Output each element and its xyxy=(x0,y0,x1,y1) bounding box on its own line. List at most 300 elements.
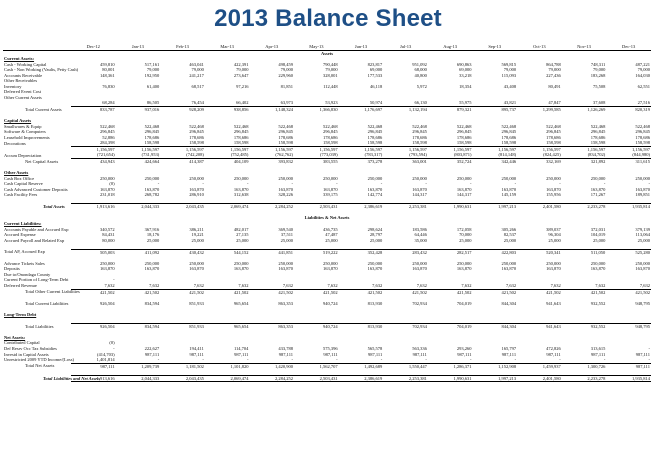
table-cell: 222,627 xyxy=(144,345,160,351)
table-cell: 522,468 xyxy=(635,123,650,129)
table-cell: 1,148,324 xyxy=(249,107,294,113)
table-cell: 1,156,597 xyxy=(205,146,250,152)
table-cell: 2,253,381 xyxy=(383,204,428,210)
table-cell: 1,156,597 xyxy=(249,146,294,152)
table-cell: 987,111 xyxy=(234,351,249,357)
table-cell: 296,845 xyxy=(99,129,115,135)
table-cell: 987,111 xyxy=(635,351,650,357)
table-cell: 522,468 xyxy=(501,123,517,129)
table-cell: 163,870 xyxy=(635,266,650,272)
table-cell: 948,795 xyxy=(635,300,650,306)
table-cell: 163,870 xyxy=(278,266,294,272)
table-cell: 522,468 xyxy=(412,123,427,129)
table-cell: 79,000 xyxy=(191,67,204,73)
table-cell: 421,502 xyxy=(116,289,161,295)
table-cell: 472,826 xyxy=(546,345,561,351)
table-cell: 704,019 xyxy=(428,323,473,329)
row-label: Deferred Event Cost xyxy=(4,89,41,95)
table-cell: 25,000 xyxy=(592,237,606,243)
table-cell: 18,176 xyxy=(146,232,160,238)
table-cell: 81,851 xyxy=(280,83,294,89)
table-cell: 436,735 xyxy=(323,226,338,232)
table-cell: 1,997,213 xyxy=(472,204,517,210)
table-cell: (0) xyxy=(109,181,115,187)
table-cell: 37,511 xyxy=(280,232,294,238)
table-cell: 296,845 xyxy=(456,129,472,135)
table-cell: 177,533 xyxy=(367,72,383,78)
table-cell: 332,169 xyxy=(517,158,562,164)
table-cell: 522,468 xyxy=(144,123,160,129)
table-cell: 2,503,431 xyxy=(294,204,339,210)
table-cell: 68,000 xyxy=(414,67,427,73)
table-cell: 987,111 xyxy=(367,351,383,357)
table-cell: 284,398 xyxy=(99,140,115,146)
table-cell: 441,851 xyxy=(249,249,294,255)
row-label: Total Assets xyxy=(43,204,65,210)
table-cell: 158,598 xyxy=(278,140,294,146)
table-cell: - xyxy=(648,357,650,363)
table-cell: 283,432 xyxy=(383,249,428,255)
table-cell: 172,058 xyxy=(456,226,472,232)
table-cell: 183,586 xyxy=(412,226,427,232)
table-cell: 311,615 xyxy=(606,158,651,164)
row-label: Leasehold Improvements xyxy=(4,134,50,140)
table-cell: 250,000 xyxy=(278,260,294,266)
table-cell: 296,845 xyxy=(278,129,294,135)
table-cell: 163,870 xyxy=(323,186,338,192)
table-cell: 522,468 xyxy=(189,123,204,129)
table-cell: 702,934 xyxy=(383,323,428,329)
table-cell: - xyxy=(425,181,427,187)
table-cell: 229,960 xyxy=(278,72,294,78)
table-cell: 155,956 xyxy=(546,192,561,198)
table-cell: 178,686 xyxy=(189,134,204,140)
table-cell: 163,870 xyxy=(144,266,160,272)
table-cell: (773,039) xyxy=(320,152,338,158)
column-header: Jul-13 xyxy=(383,44,428,50)
table-cell: 46,118 xyxy=(370,83,383,89)
row-label: Other Current Assets xyxy=(4,94,42,100)
table-cell: (814,148) xyxy=(498,152,517,158)
table-cell: 690,863 xyxy=(456,61,472,67)
table-cell: 1,181,502 xyxy=(160,363,205,369)
table-cell: 305,266 xyxy=(501,226,517,232)
table-cell: 511,050 xyxy=(562,249,607,255)
table-cell: 68,284 xyxy=(102,100,115,106)
table-cell: 96,304 xyxy=(548,232,561,238)
table-cell: (752,485) xyxy=(230,152,249,158)
table-cell: - xyxy=(336,357,338,363)
table-cell: 250,000 xyxy=(635,175,650,181)
table-cell: - xyxy=(559,357,561,363)
table-cell: 1,156,597 xyxy=(472,146,517,152)
table-cell: 2,503,431 xyxy=(294,375,339,382)
table-cell: 250,000 xyxy=(590,260,606,266)
column-header: Nov-13 xyxy=(562,44,607,50)
table-cell: (803,871) xyxy=(453,152,472,158)
table-cell: 19,221 xyxy=(191,232,204,238)
row-label: Total Other Current Liabilities xyxy=(25,289,80,295)
table-cell: 296,845 xyxy=(144,129,160,135)
table-cell: 25,000 xyxy=(503,237,517,243)
table-cell: 386,211 xyxy=(189,226,204,232)
table-cell: 163,870 xyxy=(99,186,115,192)
table-cell: 189,851 xyxy=(635,192,650,198)
table-cell: 7,632 xyxy=(327,282,338,288)
table-cell: 1,366,830 xyxy=(294,107,339,113)
row-label: Smallwares & Equip xyxy=(4,123,42,129)
page-title: 2013 Balance Sheet xyxy=(214,5,442,32)
table-cell: 421,502 xyxy=(562,289,607,295)
row-label: Cash Box Office xyxy=(4,175,35,181)
table-cell: 434,943 xyxy=(71,158,116,164)
table-cell: 1,156,597 xyxy=(383,146,428,152)
table-cell: 250,000 xyxy=(456,260,472,266)
table-cell: (844,980) xyxy=(632,152,650,158)
table-cell: 421,502 xyxy=(472,289,517,295)
table-cell: 563,336 xyxy=(412,345,427,351)
table-cell: 144,317 xyxy=(412,192,427,198)
table-cell: 178,686 xyxy=(501,134,517,140)
table-cell: 421,502 xyxy=(606,289,651,295)
column-header: Jan-13 xyxy=(116,44,161,50)
table-cell: 142,774 xyxy=(367,192,383,198)
table-cell: (793,594) xyxy=(409,152,427,158)
table-cell: 25,000 xyxy=(146,237,160,243)
table-cell: 178,686 xyxy=(323,134,338,140)
table-cell: 75,508 xyxy=(592,83,606,89)
table-cell: 18,354 xyxy=(459,83,472,89)
table-cell: 940,724 xyxy=(294,323,339,329)
table-cell: 53,923 xyxy=(325,100,338,106)
table-cell: 178,686 xyxy=(367,134,383,140)
table-cell: - xyxy=(113,277,115,283)
table-cell: 1,126,269 xyxy=(562,107,607,113)
table-cell: 2,401,580 xyxy=(517,204,562,210)
table-cell: 813,930 xyxy=(339,323,384,329)
table-cell: 702,934 xyxy=(412,300,427,306)
table-cell: 40,800 xyxy=(414,72,427,78)
table-cell: 163,870 xyxy=(501,186,517,192)
column-header: Mar-13 xyxy=(205,44,250,50)
table-cell: 1,156,597 xyxy=(562,146,607,152)
table-cell: 163,870 xyxy=(99,266,115,272)
table-cell: 1,935,814 xyxy=(606,204,651,210)
table-row xyxy=(3,375,651,382)
table-cell: 64,446 xyxy=(414,232,427,238)
table-cell: 2,284,252 xyxy=(249,375,294,382)
row-label: Other Assets xyxy=(4,170,29,176)
table-cell: 932,552 xyxy=(562,323,607,329)
table-cell: 704,019 xyxy=(456,300,472,306)
table-cell: 522,468 xyxy=(323,123,338,129)
table-cell: 7,632 xyxy=(550,282,561,288)
table-cell: 313,615 xyxy=(590,345,606,351)
table-row xyxy=(3,140,651,146)
table-cell: 1,156,597 xyxy=(428,146,473,152)
table-cell: 227,436 xyxy=(546,72,561,78)
table-cell: 328,001 xyxy=(323,72,338,78)
column-header: Dec-12 xyxy=(71,44,116,50)
table-cell: 178,686 xyxy=(412,134,427,140)
table-cell: 158,598 xyxy=(412,140,427,146)
table-cell: 80,001 xyxy=(102,67,115,73)
table-cell: 1,492,689 xyxy=(339,363,384,369)
table-cell: 268,782 xyxy=(144,192,160,198)
table-cell: 47,487 xyxy=(325,232,338,238)
table-cell: 163,870 xyxy=(635,186,650,192)
table-cell: - xyxy=(246,357,249,363)
table-cell: 372,031 xyxy=(590,226,606,232)
row-label: Cash Capital Reserve xyxy=(4,181,43,187)
table-cell: - xyxy=(202,181,204,187)
table-cell: 79,000 xyxy=(637,67,650,73)
table-cell: 987,111 xyxy=(501,351,517,357)
table-cell: 948,795 xyxy=(606,323,651,329)
table-cell: 937,016 xyxy=(116,107,161,113)
table-cell: 79,000 xyxy=(236,67,249,73)
table-cell: - xyxy=(425,357,427,363)
table-cell: 7,632 xyxy=(505,282,517,288)
table-cell: 2,069,474 xyxy=(205,204,250,210)
table-cell: 519,222 xyxy=(294,249,339,255)
table-cell: 383,555 xyxy=(294,158,339,164)
table-cell: 25,000 xyxy=(369,237,383,243)
table-cell: 1,176,697 xyxy=(339,107,384,113)
table-cell: 369,540 xyxy=(278,226,294,232)
table-cell: 421,502 xyxy=(71,289,116,295)
table-cell: 163,870 xyxy=(189,266,204,272)
table-cell: 421,502 xyxy=(428,289,473,295)
table-cell: 66,402 xyxy=(236,100,249,106)
table-cell: 76,830 xyxy=(102,83,115,89)
table-cell: 163,870 xyxy=(144,186,160,192)
table-cell: 987,111 xyxy=(457,351,472,357)
table-cell: 1,156,597 xyxy=(160,146,205,152)
table-cell: 373,278 xyxy=(339,158,384,164)
table-cell: 951,092 xyxy=(412,61,427,67)
table-cell: 522,468 xyxy=(590,123,606,129)
table-cell: 987,111 xyxy=(71,363,116,369)
row-label: Def Resrv Occ Tax Subsidies xyxy=(4,345,57,351)
row-label: Cash Facility Fees xyxy=(4,192,38,198)
table-cell: 25,000 xyxy=(280,237,294,243)
table-cell: 522,468 xyxy=(99,123,115,129)
table-cell: 482,017 xyxy=(233,226,249,232)
table-row xyxy=(3,301,651,307)
table-cell: 2,233,278 xyxy=(562,375,607,382)
table-cell: 833,787 xyxy=(71,107,116,113)
table-cell: 163,870 xyxy=(456,186,472,192)
table-cell: 231,018 xyxy=(99,192,115,198)
table-cell: 7,632 xyxy=(193,282,204,288)
table-cell: 178,686 xyxy=(635,134,650,140)
table-cell: 820,319 xyxy=(606,107,651,113)
table-cell: 250,000 xyxy=(233,260,249,266)
table-cell: - xyxy=(603,357,606,363)
table-cell: 178,686 xyxy=(590,134,606,140)
table-cell: (762,762) xyxy=(275,152,294,158)
table-cell: 525,280 xyxy=(606,249,651,255)
table-cell: 76,454 xyxy=(191,100,204,106)
table-cell: 27,516 xyxy=(637,100,650,106)
table-cell: 286,910 xyxy=(189,192,204,198)
table-cell: 421,502 xyxy=(294,289,339,295)
table-cell: (414,703) xyxy=(96,351,115,357)
row-label: Assets xyxy=(321,50,333,56)
table-cell: - xyxy=(113,345,115,351)
table-cell: 250,000 xyxy=(590,175,606,181)
table-cell: 987,111 xyxy=(278,351,294,357)
table-row xyxy=(3,204,651,210)
table-cell: 250,000 xyxy=(189,175,204,181)
column-header: Jun-13 xyxy=(339,44,384,50)
table-cell: 113,064 xyxy=(635,232,650,238)
table-cell: 1,990,631 xyxy=(428,204,473,210)
table-cell: 544,152 xyxy=(205,249,250,255)
table-cell: - xyxy=(514,181,517,187)
table-cell: 163,870 xyxy=(367,186,383,192)
table-cell: 163,870 xyxy=(278,186,294,192)
table-cell: 298,624 xyxy=(367,226,383,232)
table-cell: 250,000 xyxy=(99,260,115,266)
row-label: Total Net Assets xyxy=(25,363,55,369)
table-cell: 50,974 xyxy=(369,100,383,106)
table-cell: 163,870 xyxy=(501,266,517,272)
table-cell: 328,226 xyxy=(278,192,294,198)
table-cell: 178,686 xyxy=(278,134,294,140)
table-cell: 411,092 xyxy=(116,249,161,255)
row-label: Cash - Non Working (Vaults, Petty Cash) xyxy=(4,67,79,73)
table-cell: 68,517 xyxy=(191,83,204,89)
table-cell: 505,003 xyxy=(71,249,116,255)
table-row xyxy=(3,192,651,198)
table-cell: 790,448 xyxy=(323,61,338,67)
table-cell: 163,870 xyxy=(189,186,204,192)
table-cell: 43,408 xyxy=(503,83,517,89)
table-cell: 2,386,619 xyxy=(339,375,384,382)
table-cell: 165,797 xyxy=(501,345,517,351)
table-cell: 80,000 xyxy=(102,237,115,243)
table-cell: 498,459 xyxy=(278,61,294,67)
table-cell: 340,572 xyxy=(99,226,115,232)
table-cell: 1,156,597 xyxy=(71,146,116,152)
column-header: Feb-13 xyxy=(160,44,205,50)
table-cell: 250,000 xyxy=(367,260,383,266)
table-cell: 342,446 xyxy=(472,158,517,164)
table-cell: 363,001 xyxy=(383,158,428,164)
table-cell: 79,000 xyxy=(503,67,517,73)
table-cell: 522,468 xyxy=(456,123,472,129)
row-label: Total AP, Accrued Exp xyxy=(4,249,45,255)
table-cell: 296,845 xyxy=(189,129,204,135)
table-cell: 1,401,814 xyxy=(96,357,115,363)
table-row xyxy=(3,289,651,295)
table-cell: 37,608 xyxy=(592,100,606,106)
table-cell: 522,468 xyxy=(233,123,249,129)
table-cell: 1,286,371 xyxy=(428,363,473,369)
table-cell: 2,043,435 xyxy=(160,375,205,382)
column-header: May-13 xyxy=(294,44,339,50)
table-cell: 965,654 xyxy=(205,323,250,329)
table-cell: 352,724 xyxy=(428,158,473,164)
row-label: Total Liabilities and Net Assets xyxy=(43,375,101,381)
table-cell: 178,686 xyxy=(546,134,561,140)
table-cell: 296,845 xyxy=(323,129,338,135)
table-cell: - xyxy=(246,181,249,187)
table-cell: 2,401,580 xyxy=(517,375,562,382)
table-cell: 178,686 xyxy=(233,134,249,140)
row-label: Net Assets: xyxy=(4,334,26,340)
table-cell: 28,797 xyxy=(369,232,383,238)
table-cell: 163,870 xyxy=(323,266,338,272)
table-cell: 421,502 xyxy=(517,289,562,295)
table-cell: - xyxy=(648,345,650,351)
table-cell: (824,425) xyxy=(543,152,561,158)
row-label: Decorations xyxy=(4,140,26,146)
table-cell: 965,654 xyxy=(233,300,249,306)
table-cell: (742,208) xyxy=(186,152,204,158)
table-cell: 7,632 xyxy=(461,282,472,288)
table-cell: 321,892 xyxy=(562,158,607,164)
table-cell: 79,000 xyxy=(280,67,294,73)
table-cell: 463,041 xyxy=(189,61,204,67)
table-cell: 987,111 xyxy=(412,351,427,357)
table-cell: 178,686 xyxy=(144,134,160,140)
table-cell: 1,101,820 xyxy=(205,363,250,369)
table-cell: 250,000 xyxy=(278,175,294,181)
table-cell: 79,000 xyxy=(325,67,338,73)
table-cell: 421,502 xyxy=(205,289,250,295)
row-label: Current Portion of Long-Term Debt xyxy=(4,277,69,283)
table-cell: 296,845 xyxy=(367,129,383,135)
row-label: Cash - Working Capital xyxy=(4,61,47,67)
table-cell: 834,594 xyxy=(116,323,161,329)
table-cell: 389,037 xyxy=(546,226,561,232)
table-cell: 879,321 xyxy=(428,107,473,113)
table-cell: 2,386,619 xyxy=(339,204,384,210)
table-cell: 863,353 xyxy=(249,323,294,329)
table-cell: 7,632 xyxy=(372,282,383,288)
table-cell: 61,400 xyxy=(146,83,160,89)
table-cell: 404,109 xyxy=(205,158,250,164)
row-label: Advance Tickets Sales xyxy=(4,260,45,266)
table-cell: 79,000 xyxy=(548,67,561,73)
table-cell: 43,821 xyxy=(503,100,517,106)
table-cell: 1,550,447 xyxy=(383,363,428,369)
row-label: Total Current Assets xyxy=(25,106,62,112)
table-cell: (721,654) xyxy=(96,152,115,158)
table-cell: 250,000 xyxy=(144,175,160,181)
table-cell: 2,044,333 xyxy=(116,204,161,210)
table-cell: 863,353 xyxy=(278,300,294,306)
table-cell: 987,111 xyxy=(546,351,561,357)
table-cell: 296,845 xyxy=(635,129,650,135)
table-cell: 520,341 xyxy=(517,249,562,255)
table-cell: 430,432 xyxy=(160,249,205,255)
table-cell: 25,000 xyxy=(325,237,338,243)
table-cell: 163,870 xyxy=(412,186,427,192)
table-cell: 844,304 xyxy=(472,323,517,329)
table-cell: 1,156,597 xyxy=(606,146,651,152)
table-cell: 522,468 xyxy=(278,123,294,129)
table-cell: 932,552 xyxy=(590,300,606,306)
table-cell: 1,156,597 xyxy=(339,146,384,152)
table-cell: 851,933 xyxy=(189,300,204,306)
table-cell: 367,916 xyxy=(144,226,160,232)
table-cell: 1,156,597 xyxy=(116,146,161,152)
row-label: Net Capital Assets xyxy=(25,158,59,164)
